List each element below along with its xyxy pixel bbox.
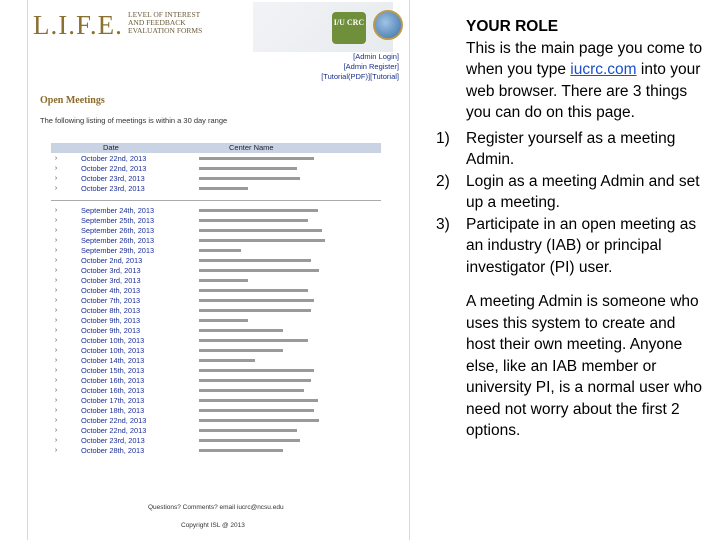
copyright-text: Copyright ISL @ 2013 bbox=[181, 522, 245, 529]
row-arrow-icon: › bbox=[54, 306, 58, 314]
table-row[interactable] bbox=[51, 335, 381, 345]
center-name-text bbox=[199, 289, 308, 292]
center-name bbox=[173, 167, 353, 170]
row-arrow-icon: › bbox=[54, 316, 58, 324]
center-name bbox=[173, 229, 353, 232]
center-name bbox=[173, 157, 353, 160]
center-name-text bbox=[199, 339, 308, 342]
step-item bbox=[436, 214, 706, 279]
row-arrow-icon: › bbox=[54, 276, 58, 284]
tagline-line: LEVEL OF INTEREST bbox=[128, 10, 201, 19]
row-arrow-icon: › bbox=[54, 236, 58, 244]
meeting-date-link[interactable]: October 22nd, 2013 bbox=[81, 153, 147, 163]
table-row[interactable] bbox=[51, 375, 381, 385]
center-name bbox=[173, 389, 353, 392]
center-name-text bbox=[199, 439, 300, 442]
center-name-text bbox=[199, 209, 318, 212]
center-name bbox=[173, 269, 353, 272]
center-name-text bbox=[199, 259, 311, 262]
row-arrow-icon: › bbox=[54, 256, 58, 264]
globe-icon bbox=[373, 10, 403, 40]
center-name-text bbox=[199, 187, 248, 190]
table-row[interactable] bbox=[51, 355, 381, 365]
center-name bbox=[173, 399, 353, 402]
meeting-date-link[interactable]: October 3rd, 2013 bbox=[81, 275, 141, 285]
center-name-text bbox=[199, 319, 248, 322]
row-arrow-icon: › bbox=[54, 246, 58, 254]
table-row[interactable] bbox=[51, 183, 381, 193]
meeting-date-link[interactable]: October 22nd, 2013 bbox=[81, 425, 147, 435]
row-arrow-icon: › bbox=[54, 216, 58, 224]
meetings-group-upcoming bbox=[51, 205, 381, 455]
row-arrow-icon: › bbox=[54, 206, 58, 214]
meeting-date-link[interactable]: October 2nd, 2013 bbox=[81, 255, 143, 265]
row-arrow-icon: › bbox=[54, 386, 58, 394]
admin-register-link[interactable]: [Admin Register] bbox=[343, 62, 399, 71]
center-name-text bbox=[199, 167, 297, 170]
row-arrow-icon: › bbox=[54, 266, 58, 274]
meetings-group-current bbox=[51, 153, 381, 193]
meeting-date-link[interactable]: October 4th, 2013 bbox=[81, 285, 141, 295]
row-arrow-icon: › bbox=[54, 326, 58, 334]
row-arrow-icon: › bbox=[54, 226, 58, 234]
table-row[interactable] bbox=[51, 365, 381, 375]
row-arrow-icon: › bbox=[54, 286, 58, 294]
center-name bbox=[173, 359, 353, 362]
center-name-text bbox=[199, 329, 283, 332]
intro-after: into your web browser. There are 3 things you can do on this page. bbox=[466, 61, 701, 121]
meeting-date-link[interactable]: September 29th, 2013 bbox=[81, 245, 155, 255]
row-arrow-icon: › bbox=[54, 336, 58, 344]
center-name bbox=[173, 259, 353, 262]
center-name-text bbox=[199, 157, 314, 160]
center-name-text bbox=[199, 239, 325, 242]
group-divider bbox=[51, 197, 381, 201]
center-name bbox=[173, 187, 353, 190]
table-row[interactable] bbox=[51, 255, 381, 265]
table-row[interactable] bbox=[51, 415, 381, 425]
row-arrow-icon: › bbox=[54, 436, 58, 444]
center-name bbox=[173, 319, 353, 322]
meeting-date-link[interactable]: October 18th, 2013 bbox=[81, 405, 145, 415]
step-item bbox=[436, 128, 706, 171]
meeting-date-link[interactable]: October 10th, 2013 bbox=[81, 335, 145, 345]
step-item bbox=[436, 171, 706, 214]
table-row[interactable] bbox=[51, 205, 381, 215]
meeting-date-link[interactable]: October 3rd, 2013 bbox=[81, 265, 141, 275]
logo-tagline bbox=[128, 11, 248, 35]
table-row[interactable] bbox=[51, 225, 381, 235]
tagline-line: EVALUATION FORMS bbox=[128, 26, 203, 35]
table-row[interactable] bbox=[51, 235, 381, 245]
row-arrow-icon: › bbox=[54, 406, 58, 414]
table-row[interactable] bbox=[51, 395, 381, 405]
role-explanation bbox=[436, 16, 706, 442]
role-intro bbox=[466, 38, 706, 124]
table-row[interactable] bbox=[51, 265, 381, 275]
iucrc-link[interactable]: iucrc.com bbox=[570, 61, 637, 78]
life-logo[interactable]: L.I.F.E. bbox=[33, 10, 123, 40]
step-number: 2) bbox=[436, 172, 450, 190]
meeting-date-link[interactable]: October 23rd, 2013 bbox=[81, 183, 145, 193]
center-name-text bbox=[199, 429, 297, 432]
center-name bbox=[173, 419, 353, 422]
step-number: 3) bbox=[436, 215, 450, 233]
tutorial-link[interactable]: [Tutorial(PDF)][Tutorial] bbox=[321, 72, 399, 81]
header-watermark bbox=[253, 2, 393, 52]
admin-links bbox=[321, 52, 399, 82]
meeting-date-link[interactable]: September 24th, 2013 bbox=[81, 205, 155, 215]
center-name-text bbox=[199, 249, 241, 252]
meeting-date-link[interactable]: October 9th, 2013 bbox=[81, 325, 141, 335]
table-row[interactable] bbox=[51, 445, 381, 455]
table-row[interactable] bbox=[51, 435, 381, 445]
table-row[interactable] bbox=[51, 153, 381, 163]
center-name bbox=[173, 219, 353, 222]
center-name bbox=[173, 279, 353, 282]
table-row[interactable] bbox=[51, 385, 381, 395]
center-name-text bbox=[199, 219, 308, 222]
row-arrow-icon: › bbox=[54, 446, 58, 454]
center-name bbox=[173, 349, 353, 352]
center-name-text bbox=[199, 269, 319, 272]
center-name bbox=[173, 449, 353, 452]
tagline-line: AND FEEDBACK bbox=[128, 18, 186, 27]
intro-text: The following listing of meetings is within a 30 day range bbox=[40, 116, 228, 125]
center-name bbox=[173, 309, 353, 312]
table-row[interactable] bbox=[51, 315, 381, 325]
meeting-date-link[interactable]: October 15th, 2013 bbox=[81, 365, 145, 375]
table-row[interactable] bbox=[51, 285, 381, 295]
table-row[interactable] bbox=[51, 295, 381, 305]
meeting-date-link[interactable]: October 7th, 2013 bbox=[81, 295, 141, 305]
table-row[interactable] bbox=[51, 325, 381, 335]
iucrc-badge-icon: I/U CRC bbox=[332, 12, 366, 44]
table-row[interactable] bbox=[51, 173, 381, 183]
meeting-date-link[interactable]: October 22nd, 2013 bbox=[81, 163, 147, 173]
row-arrow-icon: › bbox=[54, 426, 58, 434]
center-name-text bbox=[199, 399, 318, 402]
row-arrow-icon: › bbox=[54, 376, 58, 384]
row-arrow-icon: › bbox=[54, 346, 58, 354]
table-row[interactable] bbox=[51, 163, 381, 173]
steps-list bbox=[436, 128, 706, 279]
center-name-text bbox=[199, 279, 248, 282]
table-row[interactable] bbox=[51, 275, 381, 285]
website-screenshot bbox=[27, 0, 410, 540]
meeting-date-link[interactable]: October 8th, 2013 bbox=[81, 305, 141, 315]
center-name bbox=[173, 439, 353, 442]
center-name bbox=[173, 379, 353, 382]
center-name bbox=[173, 209, 353, 212]
center-name-text bbox=[199, 379, 311, 382]
table-row[interactable] bbox=[51, 215, 381, 225]
center-name-text bbox=[199, 299, 314, 302]
date-column-header: Date bbox=[103, 143, 119, 152]
meeting-date-link[interactable]: October 16th, 2013 bbox=[81, 375, 145, 385]
center-name-text bbox=[199, 359, 255, 362]
center-column-header: Center Name bbox=[229, 143, 274, 152]
step-text: Participate in an open meeting as an industry (IAB) or principal investigator (PI) user. bbox=[466, 215, 697, 276]
row-arrow-icon: › bbox=[54, 366, 58, 374]
row-arrow-icon: › bbox=[54, 396, 58, 404]
meeting-date-link[interactable]: October 17th, 2013 bbox=[81, 395, 145, 405]
meeting-date-link[interactable]: September 25th, 2013 bbox=[81, 215, 155, 225]
center-name-text bbox=[199, 177, 300, 180]
meeting-date-link[interactable]: October 28th, 2013 bbox=[81, 445, 145, 455]
table-header bbox=[51, 143, 381, 153]
admin-login-link[interactable]: [Admin Login] bbox=[353, 52, 399, 61]
intro-before: This is the main page you come to when you type bbox=[466, 39, 703, 78]
table-row[interactable] bbox=[51, 425, 381, 435]
center-name-text bbox=[199, 419, 319, 422]
row-arrow-icon: › bbox=[54, 184, 58, 192]
meeting-date-link[interactable]: September 26th, 2013 bbox=[81, 225, 155, 235]
meeting-date-link[interactable]: October 14th, 2013 bbox=[81, 355, 145, 365]
center-name bbox=[173, 339, 353, 342]
meeting-date-link[interactable]: October 22nd, 2013 bbox=[81, 415, 147, 425]
center-name-text bbox=[199, 309, 311, 312]
center-name bbox=[173, 329, 353, 332]
page-title: Open Meetings bbox=[40, 95, 105, 106]
row-arrow-icon: › bbox=[54, 164, 58, 172]
center-name-text bbox=[199, 409, 314, 412]
meeting-date-link[interactable]: September 26th, 2013 bbox=[81, 235, 155, 245]
center-name bbox=[173, 369, 353, 372]
meeting-date-link[interactable]: October 16th, 2013 bbox=[81, 385, 145, 395]
role-title: YOUR ROLE bbox=[466, 18, 559, 35]
center-name bbox=[173, 239, 353, 242]
table-row[interactable] bbox=[51, 345, 381, 355]
center-name-text bbox=[199, 349, 283, 352]
center-name bbox=[173, 429, 353, 432]
step-text: Login as a meeting Admin and set up a meeting. bbox=[466, 172, 700, 211]
table-row[interactable] bbox=[51, 305, 381, 315]
row-arrow-icon: › bbox=[54, 356, 58, 364]
role-note: A meeting Admin is someone who uses this system to create and host their own meeting. Anyone else, like an IAB member or university PI, is a normal user who need not worry about the first 2 options. bbox=[466, 293, 703, 439]
row-arrow-icon: › bbox=[54, 416, 58, 424]
step-text: Register yourself as a meeting Admin. bbox=[466, 129, 676, 168]
center-name bbox=[173, 409, 353, 412]
meeting-date-link[interactable]: October 9th, 2013 bbox=[81, 315, 141, 325]
meeting-date-link[interactable]: October 10th, 2013 bbox=[81, 345, 145, 355]
row-arrow-icon: › bbox=[54, 154, 58, 162]
row-arrow-icon: › bbox=[54, 174, 58, 182]
center-name bbox=[173, 249, 353, 252]
center-name bbox=[173, 289, 353, 292]
contact-text: Questions? Comments? email iucrc@ncsu.edu bbox=[148, 504, 284, 511]
meetings-table bbox=[51, 143, 381, 455]
center-name-text bbox=[199, 229, 322, 232]
table-row[interactable] bbox=[51, 245, 381, 255]
meeting-date-link[interactable]: October 23rd, 2013 bbox=[81, 435, 145, 445]
center-name-text bbox=[199, 449, 283, 452]
row-arrow-icon: › bbox=[54, 296, 58, 304]
center-name-text bbox=[199, 389, 304, 392]
meeting-date-link[interactable]: October 23rd, 2013 bbox=[81, 173, 145, 183]
step-number: 1) bbox=[436, 129, 450, 147]
center-name bbox=[173, 299, 353, 302]
center-name-text bbox=[199, 369, 314, 372]
table-row[interactable] bbox=[51, 405, 381, 415]
center-name bbox=[173, 177, 353, 180]
